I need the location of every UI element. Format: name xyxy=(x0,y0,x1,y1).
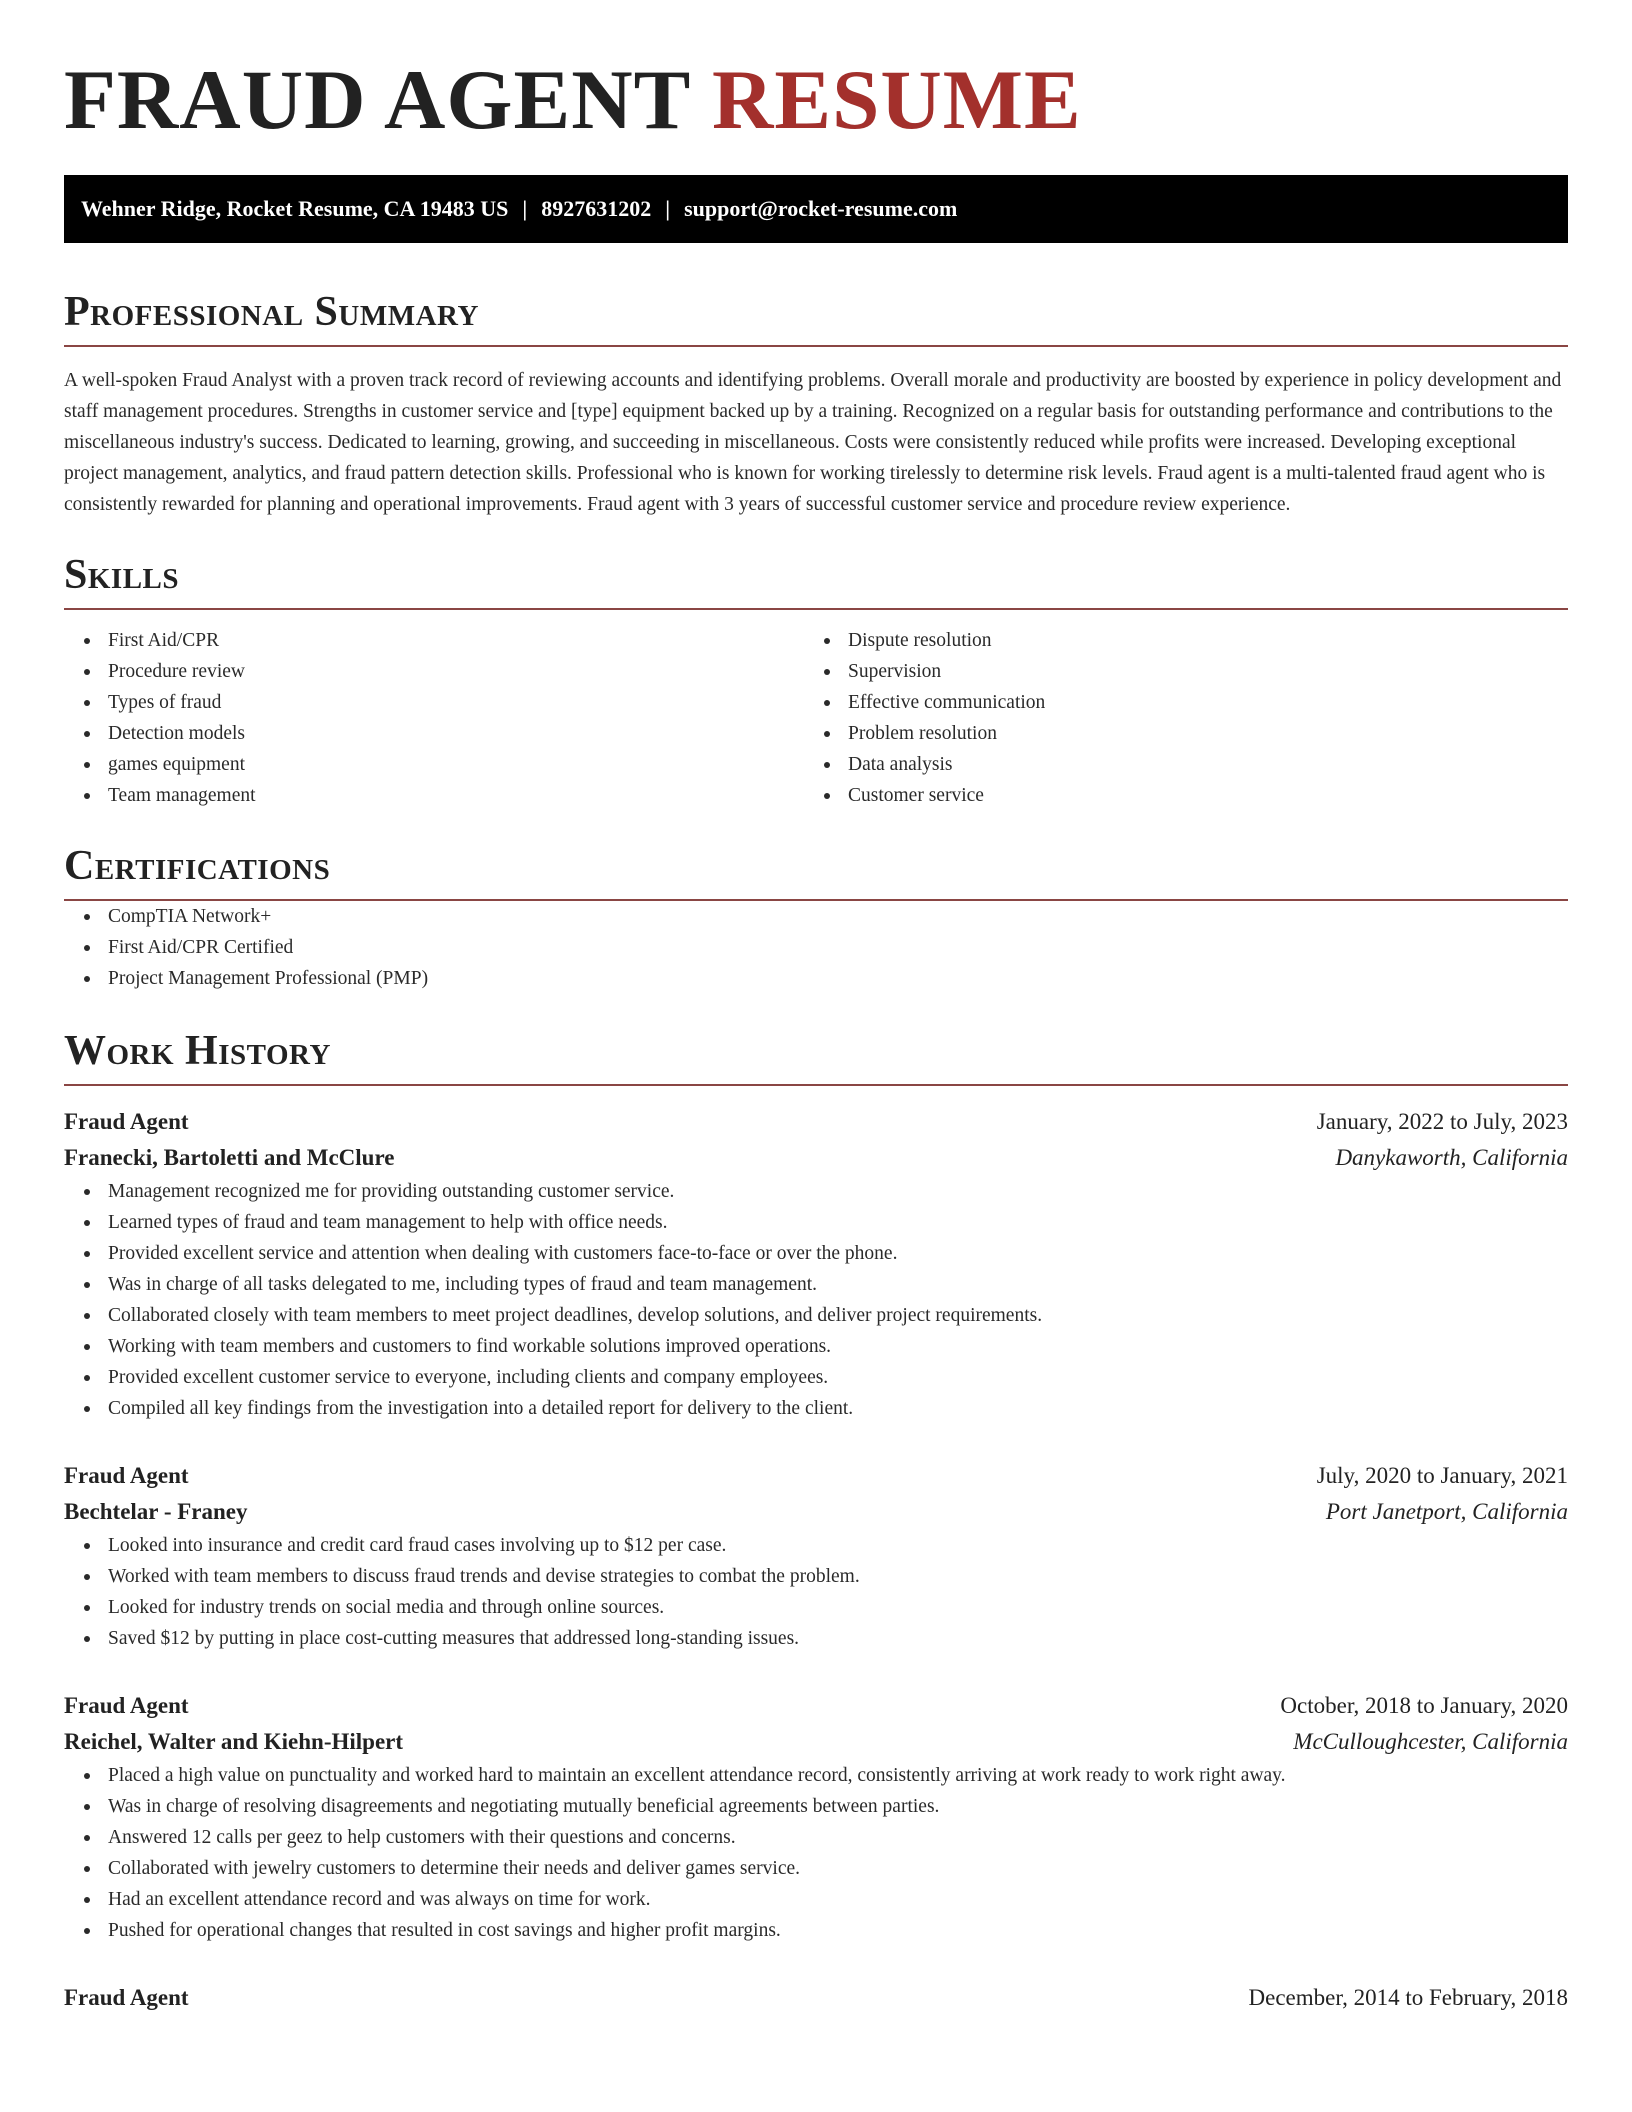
job-dates: January, 2022 to July, 2023 xyxy=(1316,1109,1568,1134)
job-entry xyxy=(64,1458,1568,1654)
job-title: Fraud Agent xyxy=(64,1109,189,1134)
job-bullet: Looked into insurance and credit card fraud cases involving up to $12 per case. xyxy=(64,1530,1568,1561)
job-header-row xyxy=(64,1104,1568,1140)
summary-heading: Professional Summary xyxy=(64,291,1568,347)
work-history-section xyxy=(64,1030,1568,2016)
job-bullet: Saved $12 by putting in place cost-cutting measures that addressed long-standing issues. xyxy=(64,1623,1568,1654)
job-company: Franecki, Bartoletti and McClure xyxy=(64,1145,395,1170)
skills-left-column xyxy=(64,625,804,811)
job-bullet: Compiled all key findings from the investigation into a detailed report for delivery to the client. xyxy=(64,1393,1568,1424)
skill-item: Effective communication xyxy=(804,687,1544,718)
certifications-heading: Certifications xyxy=(64,845,1568,901)
skill-item: Customer service xyxy=(804,780,1544,811)
job-bullet: Working with team members and customers to find workable solutions improved operations. xyxy=(64,1331,1568,1362)
job-entry xyxy=(64,1688,1568,1946)
job-company: Reichel, Walter and Kiehn-Hilpert xyxy=(64,1729,404,1754)
title-main: FRAUD AGENT xyxy=(64,53,690,147)
job-location: Danykaworth, California xyxy=(1335,1145,1568,1170)
job-company-row xyxy=(64,1724,1568,1760)
job-bullet: Was in charge of resolving disagreements and negotiating mutually beneficial agreements between parties. xyxy=(64,1791,1568,1822)
certification-item: CompTIA Network+ xyxy=(64,901,1568,932)
summary-text: A well-spoken Fraud Analyst with a proven track record of reviewing accounts and identifying problems. Overall morale and productivity are boosted by experience in policy development and staff management procedures. Strengths in customer service and [type] equipment backed up by a training. Recognized on a regular basis for outstanding performance and contributions to the miscellaneous industry's success. Dedicated to learning, growing, and succeeding in miscellaneous. Costs were consistently reduced while profits were increased. Developing exceptional project management, analytics, and fraud pattern detection skills. Professional who is known for working tirelessly to determine risk levels. Fraud agent is a multi-talented fraud agent who is consistently rewarded for planning and operational improvements. Fraud agent with 3 years of successful customer service and procedure review experience. xyxy=(64,370,1562,515)
job-bullet: Had an excellent attendance record and was always on time for work. xyxy=(64,1884,1568,1915)
job-location: Port Janetport, California xyxy=(1325,1499,1568,1524)
job-bullet: Learned types of fraud and team management to help with office needs. xyxy=(64,1207,1568,1238)
job-dates: July, 2020 to January, 2021 xyxy=(1316,1463,1568,1488)
skill-item: Types of fraud xyxy=(64,687,804,718)
job-title: Fraud Agent xyxy=(64,1693,189,1718)
job-bullet: Placed a high value on punctuality and worked hard to maintain an excellent attendance record, consistently arriving at work ready to work right away. xyxy=(64,1760,1568,1791)
job-bullet: Management recognized me for providing outstanding customer service. xyxy=(64,1176,1568,1207)
job-bullet: Pushed for operational changes that resulted in cost savings and higher profit margins. xyxy=(64,1915,1568,1946)
job-title: Fraud Agent xyxy=(64,1985,189,2010)
job-company-row xyxy=(64,1140,1568,1176)
job-location: McCulloughcester, California xyxy=(1293,1729,1568,1754)
certifications-section xyxy=(64,845,1568,994)
skill-item: Detection models xyxy=(64,718,804,749)
job-bullet: Looked for industry trends on social media and through online sources. xyxy=(64,1592,1568,1623)
job-dates: December, 2014 to February, 2018 xyxy=(1248,1985,1568,2010)
title-accent: RESUME xyxy=(712,53,1082,147)
job-bullet: Answered 12 calls per geez to help customers with their questions and concerns. xyxy=(64,1822,1568,1853)
summary-section xyxy=(64,291,1568,520)
skills-heading: Skills xyxy=(64,554,1568,610)
contact-phone: 8927631202 xyxy=(541,196,652,221)
skill-item: Data analysis xyxy=(804,749,1544,780)
contact-address: Wehner Ridge, Rocket Resume, CA 19483 US xyxy=(81,196,509,221)
job-company: Bechtelar - Franey xyxy=(64,1499,248,1524)
skill-item: Procedure review xyxy=(64,656,804,687)
skill-item: games equipment xyxy=(64,749,804,780)
certifications-list xyxy=(64,901,1568,994)
job-entry xyxy=(64,1104,1568,1424)
job-header-row xyxy=(64,1980,1568,2016)
job-bullets xyxy=(64,1530,1568,1654)
job-bullet: Collaborated with jewelry customers to determine their needs and deliver games service. xyxy=(64,1853,1568,1884)
resume-title xyxy=(64,53,1568,147)
skills-right-column xyxy=(804,625,1544,811)
certification-item: Project Management Professional (PMP) xyxy=(64,963,1568,994)
job-company-row xyxy=(64,1494,1568,1530)
work-history-heading: Work History xyxy=(64,1030,1568,1086)
contact-bar xyxy=(64,175,1568,243)
job-header-row xyxy=(64,1458,1568,1494)
job-title: Fraud Agent xyxy=(64,1463,189,1488)
job-bullet: Collaborated closely with team members to meet project deadlines, develop solutions, and deliver project requirements. xyxy=(64,1300,1568,1331)
job-bullet: Provided excellent service and attention when dealing with customers face-to-face or over the phone. xyxy=(64,1238,1568,1269)
contact-email: support@rocket-resume.com xyxy=(684,196,958,221)
skill-item: First Aid/CPR xyxy=(64,625,804,656)
skill-item: Team management xyxy=(64,780,804,811)
skill-item: Dispute resolution xyxy=(804,625,1544,656)
job-bullets xyxy=(64,1760,1568,1946)
contact-separator: | xyxy=(665,196,671,221)
resume-page xyxy=(64,0,1568,2016)
job-entry xyxy=(64,1980,1568,2016)
job-header-row xyxy=(64,1688,1568,1724)
job-bullets xyxy=(64,1176,1568,1424)
skills-section xyxy=(64,554,1568,811)
job-bullet: Worked with team members to discuss fraud trends and devise strategies to combat the problem. xyxy=(64,1561,1568,1592)
job-bullet: Provided excellent customer service to everyone, including clients and company employees. xyxy=(64,1362,1568,1393)
job-bullet: Was in charge of all tasks delegated to me, including types of fraud and team management. xyxy=(64,1269,1568,1300)
job-dates: October, 2018 to January, 2020 xyxy=(1280,1693,1568,1718)
certification-item: First Aid/CPR Certified xyxy=(64,932,1568,963)
contact-separator: | xyxy=(522,196,528,221)
skill-item: Problem resolution xyxy=(804,718,1544,749)
skills-grid xyxy=(64,625,1568,811)
skill-item: Supervision xyxy=(804,656,1544,687)
